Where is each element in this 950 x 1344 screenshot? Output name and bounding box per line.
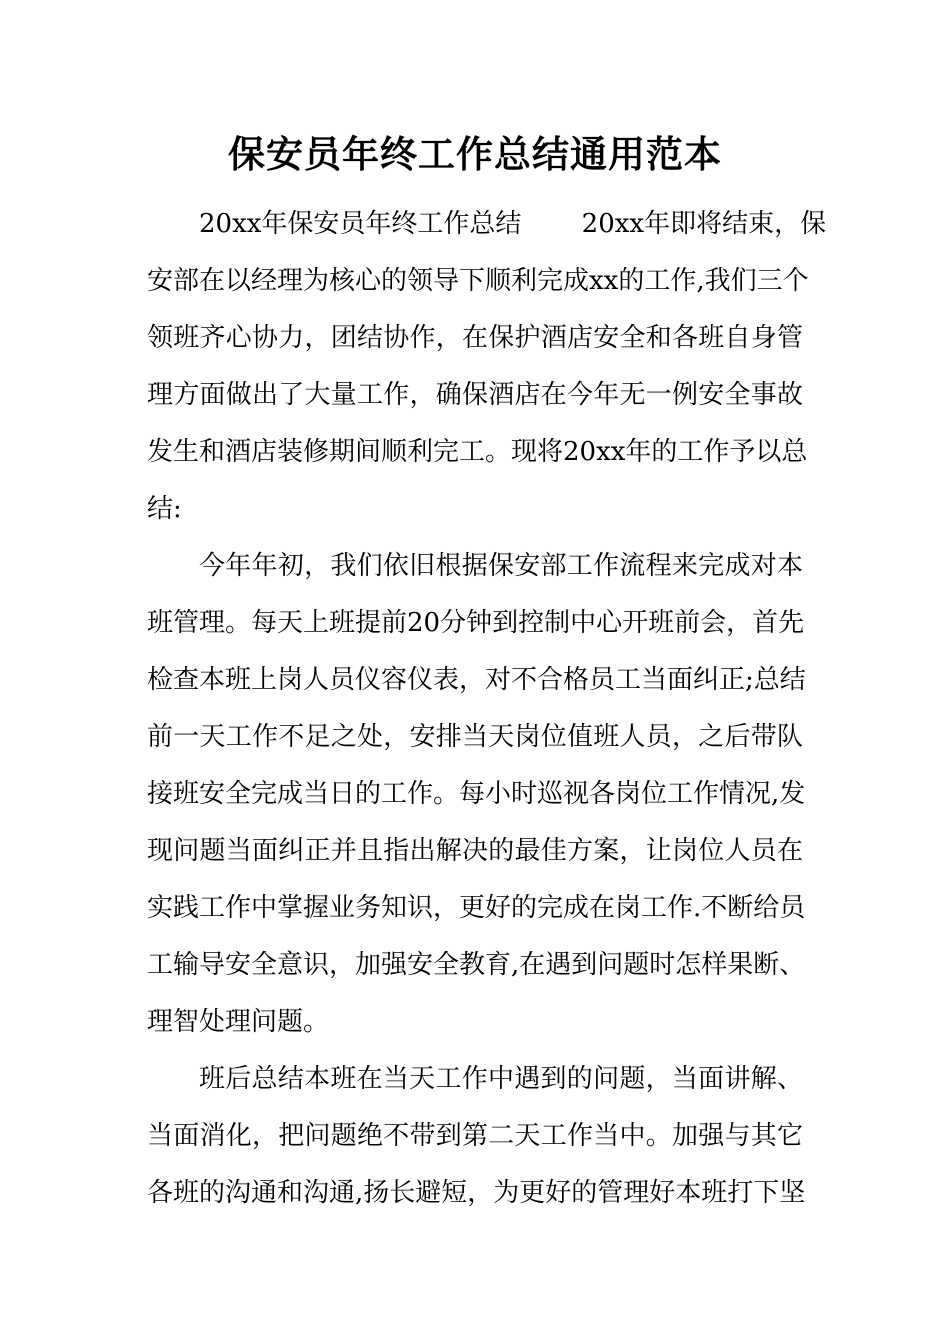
paragraph-2-line-5: 接班安全完成当日的工作。每小时巡视各岗位工作情况,发 [147,779,806,809]
paragraph-1-line-1: 20xx年保安员年终工作总结 20xx年即将结束，保 [199,209,827,239]
paragraph-1-line-5: 发生和酒店装修期间顺利完工。现将20xx年的工作予以总 [147,437,808,467]
paragraph-3-line-2: 当面消化，把问题绝不带到第二天工作当中。加强与其它 [147,1121,803,1151]
paragraph-2-line-2: 班管理。每天上班提前20分钟到控制中心开班前会，首先 [147,608,805,638]
paragraph-1-line-6: 结: [147,494,182,524]
paragraph-1-line-4: 理方面做出了大量工作，确保酒店在今年无一例安全事故 [147,380,803,410]
paragraph-2-line-8: 工输导安全意识，加强安全教育,在遇到问题时怎样果断、 [147,950,806,980]
paragraph-2-line-6: 现问题当面纠正并且指出解决的最佳方案，让岗位人员在 [147,836,803,866]
paragraph-2-line-1: 今年年初，我们依旧根据保安部工作流程来完成对本 [199,551,803,581]
paragraph-2-line-4: 前一天工作不足之处，安排当天岗位值班人员，之后带队 [147,722,803,752]
paragraph-1-line-3: 领班齐心协力，团结协作，在保护酒店安全和各班自身管 [147,323,803,353]
paragraph-3-line-3: 各班的沟通和沟通,扬长避短，为更好的管理好本班打下坚 [147,1178,806,1208]
paragraph-2-line-3: 检查本班上岗人员仪容仪表，对不合格员工当面纠正;总结 [147,665,806,695]
paragraph-2-line-7: 实践工作中掌握业务知识，更好的完成在岗工作.不断给员 [147,893,806,923]
document-title: 保安员年终工作总结通用范本 [228,132,722,176]
paragraph-1-line-2: 安部在以经理为核心的领导下顺利完成xx的工作,我们三个 [147,266,809,296]
paragraph-3-line-1: 班后总结本班在当天工作中遇到的问题，当面讲解、 [199,1064,803,1094]
paragraph-2-line-9: 理智处理问题。 [147,1007,330,1037]
